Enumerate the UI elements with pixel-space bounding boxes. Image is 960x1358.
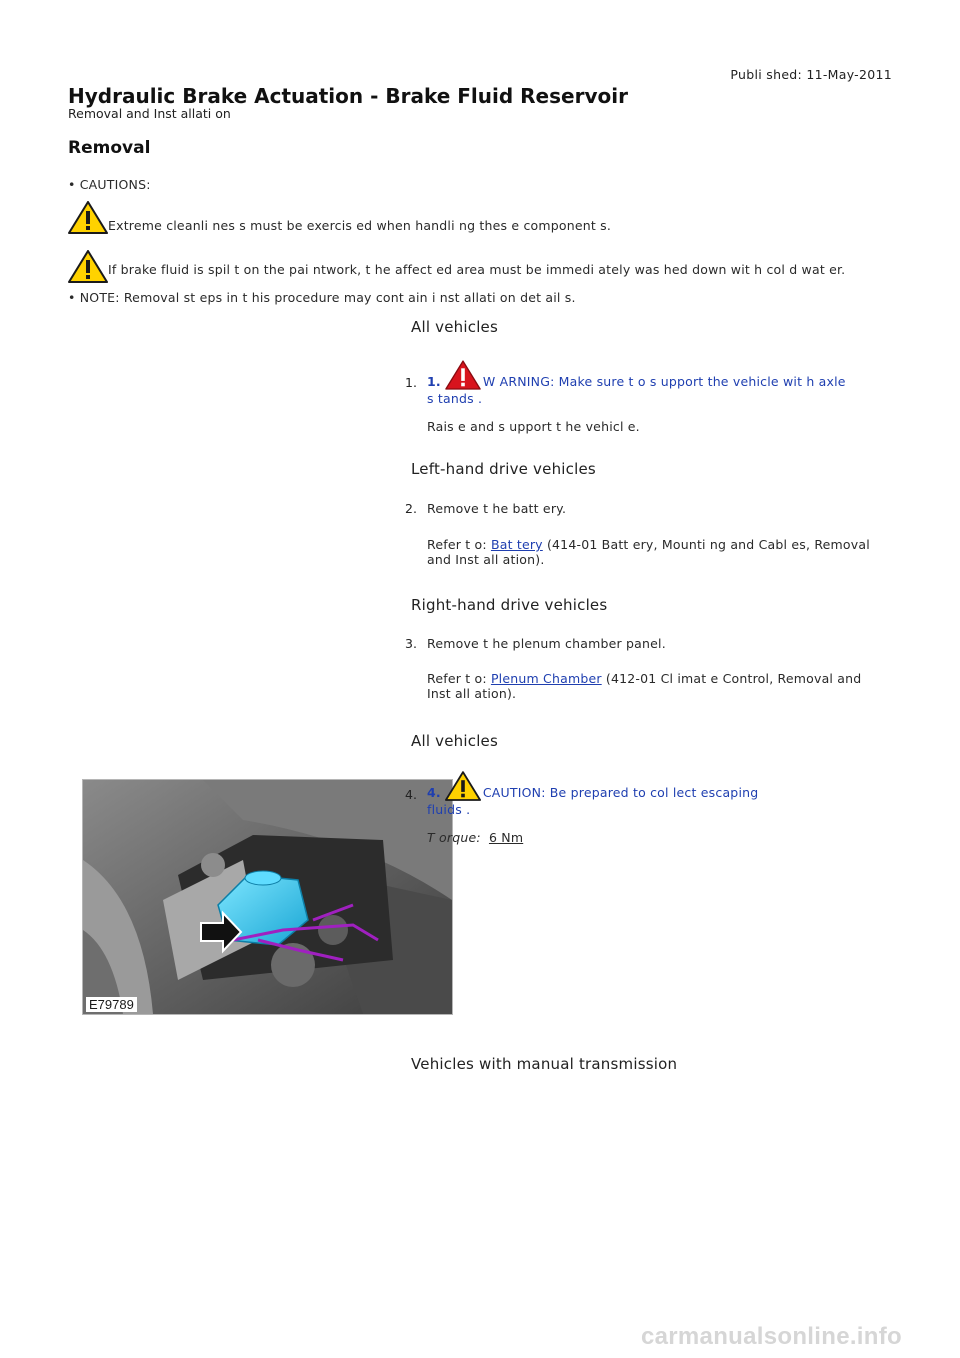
step-1-lead: 1. [427,374,441,389]
step-1-warning-line1: W ARNING: Make sure t o s upport the vehicle wit h axle [482,374,846,389]
step-1 [427,360,882,434]
step-2-ref-suffix-1: (414-01 Batt ery, Mounti ng and Cabl es, Removal [542,537,870,552]
step-2-reference [427,537,882,552]
step-1-warning-line2: s tands . [427,391,483,406]
warning-red-triangle-icon [445,360,481,391]
caution-1 [68,201,108,239]
step-2-ref-suffix-2: and Inst all ation). [427,552,545,567]
page-title: Hydraulic Brake Actuation - Brake Fluid Reservoir [68,84,628,108]
group-heading-lhd: Left-hand drive vehicles [411,460,596,478]
cautions-label: • CAUTIONS: [68,177,151,192]
step-3-number: 3. [405,636,417,651]
step-3-reference [427,671,882,686]
warning-triangle-icon [68,250,108,284]
step-3-ref-prefix: Refer t o: [427,671,491,686]
step-2-number: 2. [405,501,417,516]
step-4-lead: 4. [427,785,441,800]
step-1-number: 1. [405,375,417,390]
step-4-caution-line2: fluids . [427,802,471,817]
step-2-text: Remove t he batt ery. [427,501,567,516]
section-heading-removal: Removal [68,138,151,158]
figure-label: E79789 [86,997,137,1012]
group-heading-rhd: Right-hand drive vehicles [411,596,608,614]
torque-label: T orque: [427,830,481,845]
group-heading-all-vehicles-2: All vehicles [411,732,499,750]
step-3 [427,636,882,701]
reservoir-illustration [83,780,452,1014]
step-3-ref-suffix-2: Inst all ation). [427,686,517,701]
warning-triangle-icon [68,201,108,235]
group-heading-all-vehicles: All vehicles [411,318,499,336]
figure-brake-fluid-reservoir [82,779,453,1015]
step-3-ref-suffix-1: (412-01 Cl imat e Control, Removal and [601,671,862,686]
torque-value: 6 Nm [488,830,524,845]
step-3-text: Remove t he plenum chamber panel. [427,636,666,651]
step-4 [427,771,882,845]
caution-yellow-triangle-icon [445,771,481,802]
plenum-chamber-link[interactable]: Plenum Chamber [490,671,602,686]
watermark: carmanualsonline.info [640,1323,902,1350]
caution-2 [68,250,108,288]
step-2 [427,501,882,567]
published-date: Publi shed: 11-May-2011 [730,67,892,82]
note-text: • NOTE: Removal st eps in t his procedure may cont ain i nst allati on det ail s. [68,290,576,305]
step-4-number: 4. [405,787,417,802]
step-4-torque [427,830,882,845]
step-2-ref-prefix: Refer t o: [427,537,491,552]
battery-link[interactable]: Bat tery [490,537,543,552]
page-subtitle: Removal and Inst allati on [68,106,231,121]
step-4-caution-line1: CAUTION: Be prepared to col lect escaping [482,785,759,800]
caution-2-text: If brake fluid is spil t on the pai ntwork, t he affect ed area must be immedi ately was hed down wit h col d wat er. [108,262,846,277]
step-1-detail: Rais e and s upport t he vehicl e. [427,419,640,434]
caution-1-text: Extreme cleanli nes s must be exercis ed when handli ng thes e component s. [108,218,612,233]
group-heading-manual: Vehicles with manual transmission [411,1055,678,1073]
